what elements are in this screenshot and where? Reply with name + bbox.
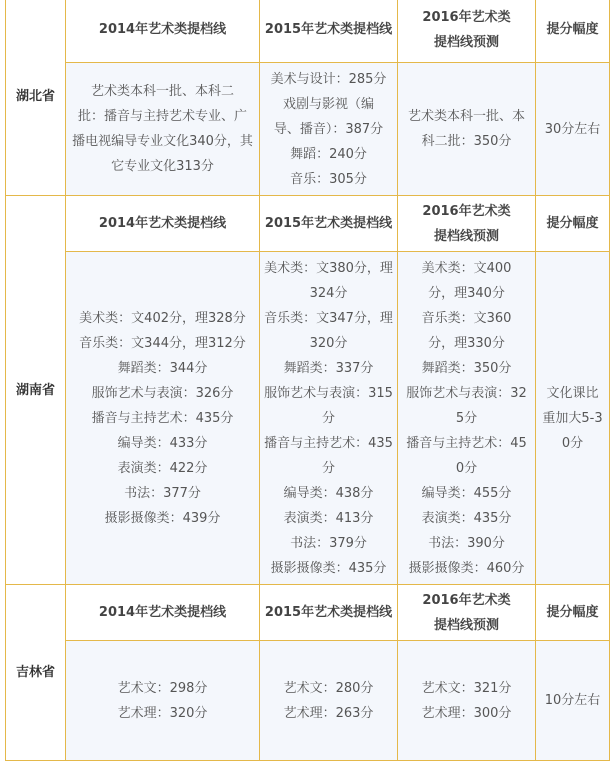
score-table [5, 0, 610, 761]
jilin-header-col-3 [398, 585, 536, 641]
cell-text-line: 舞蹈：240分 [290, 146, 367, 162]
cell-text-line: 艺术理：263分 [283, 705, 374, 721]
hubei-header-col-3 [398, 0, 536, 63]
cell-text-line: 分，理330分 [428, 335, 505, 351]
cell-text-line: 播电视编导专业文化340分，其 [72, 134, 253, 149]
cell-text-line: 书法：390分 [428, 535, 505, 551]
cell-text-line: 10分左右 [544, 693, 601, 708]
cell-text-line: 服饰艺术与表演：32 [406, 385, 527, 401]
cell-text-line: 30分左右 [544, 121, 601, 137]
hunan-province-label: 湖南省 [6, 196, 66, 585]
hubei-cell-col-3 [398, 63, 536, 196]
cell-text-line: 编导类：438分 [283, 485, 374, 501]
hubei-header-col-1 [66, 0, 260, 63]
cell-text-line: 播音与主持艺术：435 [264, 435, 393, 451]
hubei-cell-col-2 [260, 63, 398, 196]
cell-text-line: 摄影摄像类：435分 [270, 560, 387, 576]
cell-text-line: 美术类：文380分，理 [264, 260, 393, 276]
hubei-cell-col-4 [536, 63, 610, 196]
header-text-line: 提档线预测 [433, 228, 499, 244]
cell-text-line: 服饰艺术与表演：326分 [91, 385, 234, 401]
cell-text-line: 播音与主持艺术：45 [406, 435, 527, 451]
hunan-cell-col-2 [260, 252, 398, 585]
cell-text-line: 它专业文化313分 [111, 159, 214, 174]
jilin-province-label: 吉林省 [6, 585, 66, 761]
hunan-header-col-1 [66, 196, 260, 252]
cell-text-line: 播音与主持艺术：435分 [91, 410, 234, 426]
cell-text-line: 音乐类：文347分，理 [264, 310, 393, 326]
cell-text-line: 舞蹈类：344分 [117, 360, 208, 376]
jilin-header-col-2 [260, 585, 398, 641]
jilin-cell-col-4 [536, 641, 610, 761]
hubei-header-row [6, 0, 610, 63]
jilin-header-col-1 [66, 585, 260, 641]
header-text-line: 提分幅度 [546, 216, 599, 231]
cell-text-line: 书法：379分 [290, 535, 367, 551]
cell-text-line: 美术类：文402分，理328分 [79, 310, 246, 326]
hubei-header-col-4 [536, 0, 610, 63]
header-text-line: 2016年艺术类 [422, 9, 511, 25]
cell-text-line: 0分 [455, 460, 478, 476]
hunan-header-col-4 [536, 196, 610, 252]
header-text-line: 2015年艺术类提档线 [264, 216, 393, 231]
cell-text-line: 批：播音与主持艺术专业、广 [77, 109, 247, 124]
cell-text-line: 艺术类本科一批、本科二 [90, 84, 234, 99]
jilin-cell-col-3 [398, 641, 536, 761]
hunan-header-row [6, 196, 610, 252]
hubei-data-row [6, 63, 610, 196]
header-text-line: 提分幅度 [546, 605, 599, 620]
header-text-line: 提分幅度 [546, 22, 599, 37]
cell-text-line: 分，理340分 [428, 285, 505, 301]
cell-text-line: 艺术理：320分 [117, 705, 208, 721]
cell-text-line: 服饰艺术与表演：315 [264, 385, 393, 401]
hunan-cell-col-1 [66, 252, 260, 585]
hubei-header-col-2 [260, 0, 398, 63]
cell-text-line: 表演类：422分 [117, 460, 208, 476]
jilin-header-col-4 [536, 585, 610, 641]
hunan-header-col-2 [260, 196, 398, 252]
cell-text-line: 书法：377分 [124, 485, 201, 501]
hunan-cell-col-4 [536, 252, 610, 585]
cell-text-line: 表演类：413分 [283, 510, 374, 526]
jilin-data-row [6, 641, 610, 761]
cell-text-line: 编导类：433分 [117, 435, 208, 451]
header-text-line: 2016年艺术类 [422, 592, 511, 608]
cell-text-line: 艺术文：321分 [421, 680, 512, 696]
header-text-line: 2014年艺术类提档线 [98, 22, 227, 37]
cell-text-line: 艺术文：298分 [117, 680, 208, 696]
hubei-cell-col-1 [66, 63, 260, 196]
cell-text-line: 324分 [309, 285, 348, 301]
cell-text-line: 分 [321, 410, 335, 426]
cell-text-line: 重加大5-3 [542, 410, 603, 426]
cell-text-line: 0分 [561, 435, 584, 451]
cell-text-line: 艺术理：300分 [421, 705, 512, 721]
cell-text-line: 舞蹈类：350分 [421, 360, 512, 376]
cell-text-line: 音乐类：文360 [421, 310, 512, 326]
hunan-cell-col-3 [398, 252, 536, 585]
cell-text-line: 分 [321, 460, 335, 476]
cell-text-line: 摄影摄像类：439分 [104, 510, 221, 526]
header-text-line: 2015年艺术类提档线 [264, 22, 393, 37]
jilin-cell-col-1 [66, 641, 260, 761]
hunan-header-col-3 [398, 196, 536, 252]
header-text-line: 2015年艺术类提档线 [264, 605, 393, 620]
cell-text-line: 表演类：435分 [421, 510, 512, 526]
header-text-line: 2014年艺术类提档线 [98, 216, 227, 231]
cell-text-line: 320分 [309, 335, 348, 351]
cell-text-line: 舞蹈类：337分 [283, 360, 374, 376]
jilin-cell-col-2 [260, 641, 398, 761]
cell-text-line: 音乐类：文344分，理312分 [79, 335, 246, 351]
cell-text-line: 摄影摄像类：460分 [408, 560, 525, 576]
cell-text-line: 文化课比 [546, 385, 599, 401]
cell-text-line: 5分 [455, 410, 478, 426]
cell-text-line: 美术与设计：285分 [270, 71, 387, 87]
cell-text-line: 艺术类本科一批、本 [407, 109, 525, 124]
cell-text-line: 编导类：455分 [421, 485, 512, 501]
header-text-line: 2014年艺术类提档线 [98, 605, 227, 620]
header-text-line: 提档线预测 [433, 617, 499, 633]
header-text-line: 2016年艺术类 [422, 203, 511, 219]
hubei-province-label: 湖北省 [6, 0, 66, 196]
cell-text-line: 导、播音）：387分 [273, 121, 384, 137]
hunan-data-row [6, 252, 610, 585]
cell-text-line: 音乐：305分 [290, 171, 367, 187]
cell-text-line: 美术类：文400 [421, 260, 512, 276]
cell-text-line: 艺术文：280分 [283, 680, 374, 696]
cell-text-line: 科二批：350分 [421, 134, 512, 149]
table-body [6, 0, 610, 761]
header-text-line: 提档线预测 [433, 34, 499, 50]
jilin-header-row [6, 585, 610, 641]
cell-text-line: 戏剧与影视（编 [282, 96, 374, 112]
